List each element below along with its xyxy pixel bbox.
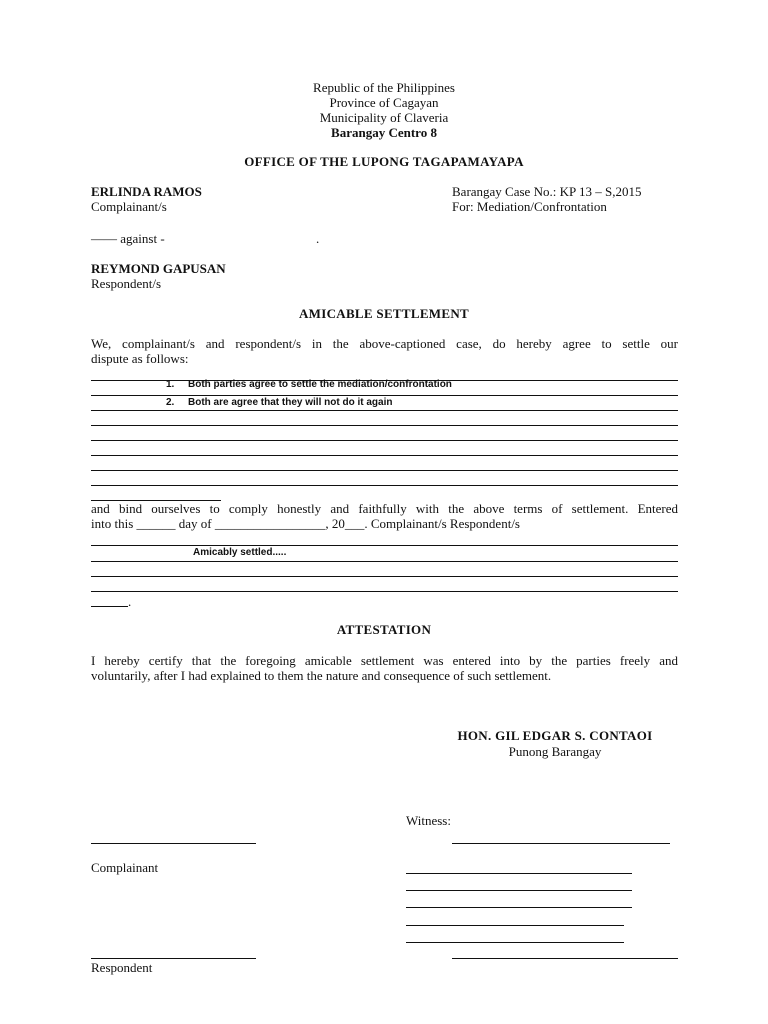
respondent-signature-label: Respondent [91,960,153,975]
term-line [91,485,678,486]
witness-signature-line [406,925,624,926]
republic-line: Republic of the Philippines [313,80,455,95]
term-text-1: Both parties agree to settle the mediation/confrontation [188,379,452,390]
letterhead [0,80,768,140]
amicably-settled-note: Amicably settled..... [193,547,287,558]
bind-paragraph [91,501,678,531]
term-line [91,470,678,471]
note-line-end [91,606,128,607]
bind-line-2: into this ______ day of _________________, 20___. Complainant/s Respondent/s [91,516,520,531]
official-title: Punong Barangay [508,744,602,759]
witness-signature-line [406,942,624,943]
case-number: Barangay Case No.: KP 13 – S,2015 [452,184,642,199]
term-line [91,455,678,456]
barangay-line: Barangay Centro 8 [331,125,437,140]
note-end-dot: . [128,594,132,609]
intro-line-1: We, complainant/s and respondent/s in the above-captioned case, do hereby agree to settle our [91,336,678,351]
against-dot: . [316,231,320,246]
term-text-2: Both are agree that they will not do it again [188,397,393,408]
attestation-title: ATTESTATION [336,622,432,637]
term-line [91,440,678,441]
witness-signature-line [406,890,632,891]
respondent-name: REYMOND GAPUSAN [91,261,226,276]
complainant-signature-line [91,843,256,844]
complainant-label: Complainant/s [91,199,167,214]
bind-line-1: and bind ourselves to comply honestly and faithfully with the above terms of settlement. Entered [91,501,678,516]
note-line [91,561,678,562]
complainant-name: ERLINDA RAMOS [91,184,202,199]
settlement-intro [91,336,678,366]
witness-signature-line [406,907,632,908]
respondent-signature-line [91,958,256,959]
witness-label: Witness: [406,813,451,828]
witness-signature-line [406,873,632,874]
term-line [91,425,678,426]
respondent-label: Respondent/s [91,276,162,291]
official-name: HON. GIL EDGAR S. CONTAOI [457,728,653,743]
witness-signature-line [452,843,670,844]
settlement-title: AMICABLE SETTLEMENT [298,306,470,321]
against-label: —— against - [91,231,165,246]
office-title: OFFICE OF THE LUPONG TAGAPAMAYAPA [244,154,524,169]
attestation-paragraph [91,653,678,683]
intro-line-2: dispute as follows: [91,351,189,366]
attestation-line-1: I hereby certify that the foregoing amicable settlement was entered into by the parties freely and [91,653,678,668]
note-line [91,576,678,577]
attestation-line-2: voluntarily, after I had explained to them the nature and consequence of such settlement. [91,668,552,683]
note-line [91,591,678,592]
term-number-2: 2. [166,397,175,408]
province-line: Province of Cagayan [329,95,439,110]
term-line [91,410,678,411]
note-line [91,545,678,546]
term-number-1: 1. [166,379,175,390]
municipality-line: Municipality of Claveria [319,110,449,125]
case-purpose: For: Mediation/Confrontation [452,199,607,214]
term-line [91,395,678,396]
witness-signature-line [452,958,678,959]
complainant-signature-label: Complainant [91,860,159,875]
